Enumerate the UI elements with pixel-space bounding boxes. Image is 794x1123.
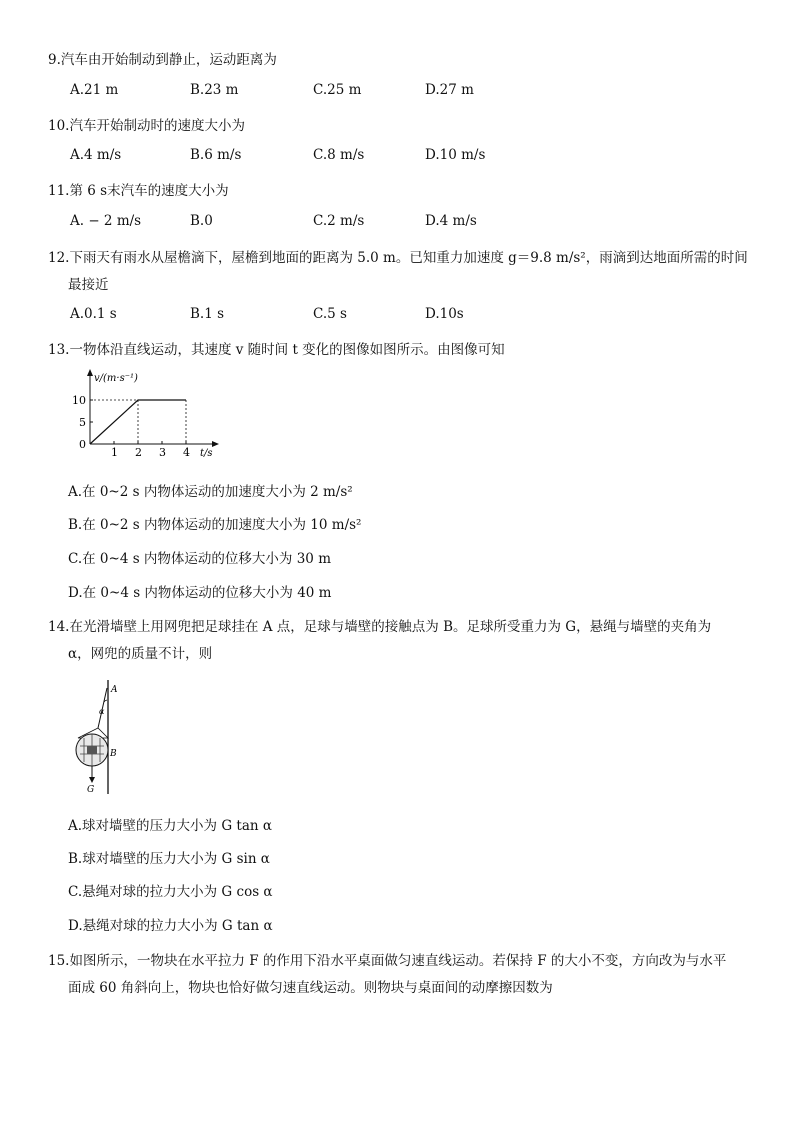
q9-option-c: C.25 m: [313, 82, 362, 98]
label-alpha: α: [99, 707, 105, 716]
x-axis-label: t/s: [200, 448, 213, 459]
y-axis-label: v/(m·s⁻¹): [94, 373, 138, 384]
q13-option-c: C.在 0~4 s 内物体运动的位移大小为 30 m: [68, 551, 331, 567]
q12-option-c: C.5 s: [313, 306, 347, 322]
q13-option-b: B.在 0~2 s 内物体运动的加速度大小为 10 m/s²: [68, 517, 362, 533]
q12-option-b: B.1 s: [190, 306, 225, 322]
angle-arc: [104, 700, 107, 702]
q10-stem: 10.汽车开始制动时的速度大小为: [48, 118, 245, 134]
q11-option-d: D.4 m/s: [425, 213, 477, 229]
q12-stem: 12.下雨天有雨水从屋檐滴下，屋檐到地面的距离为 5.0 m。已知重力加速度 g＝9.8 m/s²，雨滴到达地面所需的时间: [48, 250, 748, 266]
q14-stem-continued: α，网兜的质量不计，则: [68, 646, 213, 662]
label-B: B: [110, 749, 117, 759]
origin-label: 0: [79, 438, 86, 451]
q10-option-b: B.6 m/s: [190, 147, 242, 163]
q9-option-d: D.27 m: [425, 82, 474, 98]
q10-option-d: D.10 m/s: [425, 147, 486, 163]
x-tick-label: 2: [135, 446, 142, 459]
q14-option-d: D.悬绳对球的拉力大小为 G tan α: [68, 918, 273, 934]
x-tick-label: 1: [111, 446, 118, 459]
q9-option-a: A.21 m: [70, 82, 119, 98]
q14-option-b: B.球对墙壁的压力大小为 G sin α: [68, 851, 270, 867]
ball-patch: [87, 746, 97, 754]
q9-stem: 9.汽车由开始制动到静止，运动距离为: [48, 52, 277, 68]
gravity-arrowhead: [89, 777, 95, 783]
q9-option-b: B.23 m: [190, 82, 239, 98]
label-G: G: [87, 785, 95, 795]
q11-option-c: C.2 m/s: [313, 213, 365, 229]
x-tick-label: 3: [159, 446, 166, 459]
q13-option-d: D.在 0~4 s 内物体运动的位移大小为 40 m: [68, 585, 332, 601]
q10-option-a: A.4 m/s: [70, 147, 122, 163]
y-tick-label: 5: [79, 416, 86, 429]
q14-option-c: C.悬绳对球的拉力大小为 G cos α: [68, 884, 273, 900]
q11-option-b: B.0: [190, 213, 213, 229]
q14-stem: 14.在光滑墙壁上用网兜把足球挂在 A 点，足球与墙壁的接触点为 B。足球所受重力为 G，悬绳与墙壁的夹角为: [48, 619, 712, 635]
q13-stem: 13.一物体沿直线运动，其速度 v 随时间 t 变化的图像如图所示。由图像可知: [48, 342, 505, 358]
y-tick-label: 10: [72, 394, 86, 407]
q12-option-a: A.0.1 s: [70, 306, 117, 322]
q11-stem: 11.第 6 s末汽车的速度大小为: [48, 183, 229, 199]
q15-stem-continued: 面成 60 角斜向上，物块也恰好做匀速直线运动。则物块与桌面间的动摩擦因数为: [68, 980, 553, 996]
label-A: A: [111, 685, 118, 695]
q13-option-a: A.在 0~2 s 内物体运动的加速度大小为 2 m/s²: [68, 484, 353, 500]
x-tick-label: 4: [183, 446, 190, 459]
q14-option-a: A.球对墙壁的压力大小为 G tan α: [68, 818, 272, 834]
q12-stem-continued: 最接近: [68, 277, 109, 293]
q11-option-a: A. − 2 m/s: [70, 213, 142, 229]
q15-stem: 15.如图所示，一物块在水平拉力 F 的作用下沿水平桌面做匀速直线运动。若保持 F 的大小不变，方向改为与水平: [48, 953, 727, 969]
q12-option-d: D.10s: [425, 306, 464, 322]
q10-option-c: C.8 m/s: [313, 147, 365, 163]
football-wall-figure: [70, 676, 130, 798]
velocity-time-graph: [70, 364, 230, 460]
